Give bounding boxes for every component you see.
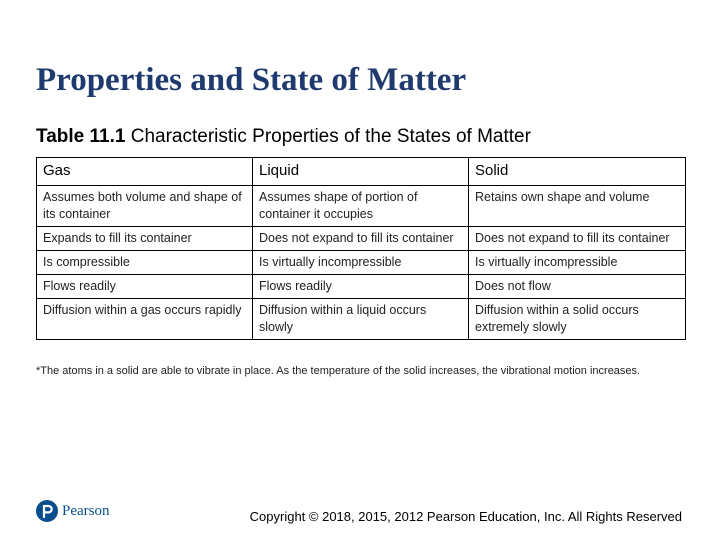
table-footnote: *The atoms in a solid are able to vibrate in place. As the temperature of the solid increases, the vibrational motion increases.: [36, 365, 641, 377]
copyright-notice: Copyright © 2018, 2015, 2012 Pearson Education, Inc. All Rights Reserved: [249, 509, 682, 524]
header-solid: Solid: [469, 158, 686, 186]
table-cell: Retains own shape and volume: [469, 186, 686, 227]
table-cell: Flows readily: [253, 275, 469, 299]
table-cell: Assumes shape of portion of container it occupies: [253, 186, 469, 227]
table-cell: Does not expand to fill its container: [469, 227, 686, 251]
table-cell: Is compressible: [37, 251, 253, 275]
table-cell: Is virtually incompressible: [469, 251, 686, 275]
table-cell: Diffusion within a gas occurs rapidly: [37, 299, 253, 340]
header-liquid: Liquid: [253, 158, 469, 186]
table-cell: Assumes both volume and shape of its container: [37, 186, 253, 227]
table-cell: Expands to fill its container: [37, 227, 253, 251]
pearson-logo-text: Pearson: [62, 502, 110, 519]
table-caption-text: Characteristic Properties of the States of Matter: [130, 126, 531, 147]
table-cell: Diffusion within a liquid occurs slowly: [253, 299, 469, 340]
table-cell: Flows readily: [37, 275, 253, 299]
pearson-logo: [36, 500, 110, 522]
table-row: [37, 227, 686, 251]
header-gas: Gas: [37, 158, 253, 186]
table-cell: Does not flow: [469, 275, 686, 299]
table-header-row: [37, 158, 686, 186]
table-caption: [36, 126, 531, 148]
slide-title: Properties and State of Matter: [36, 62, 467, 98]
table-number: Table 11.1: [36, 126, 126, 147]
table-row: [37, 299, 686, 340]
table-cell: Does not expand to fill its container: [253, 227, 469, 251]
table-row: [37, 186, 686, 227]
table-cell: Is virtually incompressible: [253, 251, 469, 275]
properties-table: [36, 157, 686, 340]
pearson-p-icon: [36, 500, 58, 522]
table-row: [37, 275, 686, 299]
table-row: [37, 251, 686, 275]
table-cell: Diffusion within a solid occurs extremely slowly: [469, 299, 686, 340]
